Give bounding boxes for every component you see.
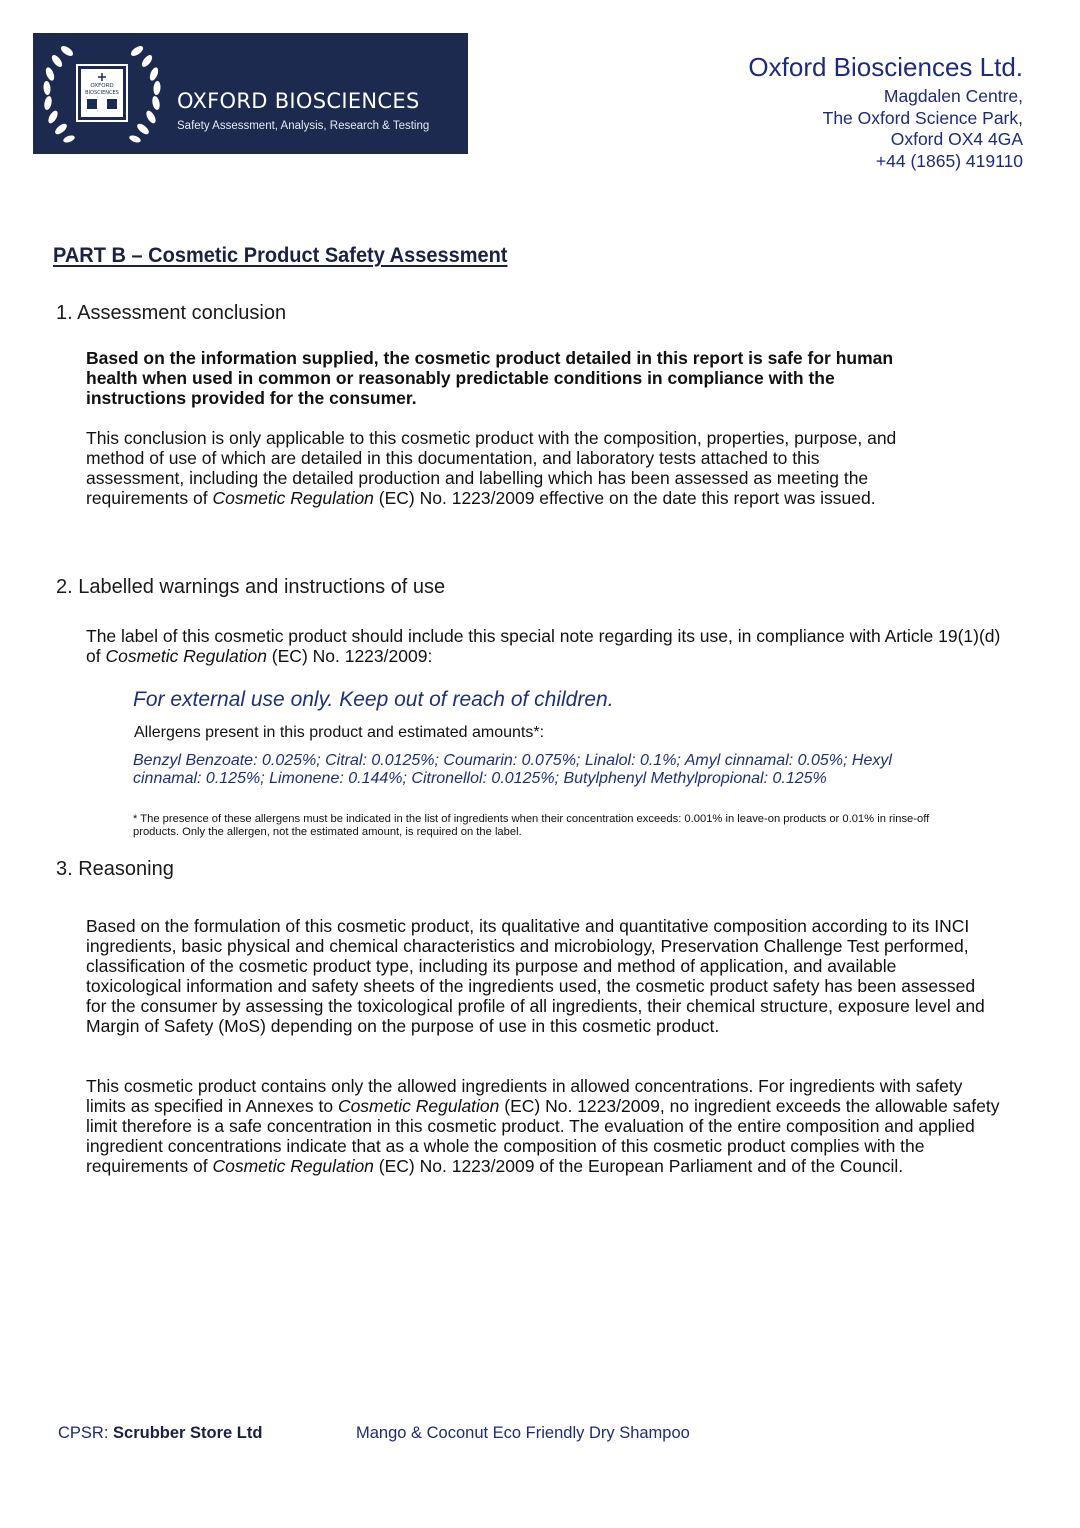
paragraph-text: The label of this cosmetic product should include this special note regarding its use, in compliance with Article 19(1)(d) of (86, 626, 1001, 666)
regulation-name: Cosmetic Regulation (337, 1096, 500, 1116)
svg-text:BIOSCIENCES: BIOSCIENCES (85, 90, 119, 96)
assessment-conclusion-statement: Based on the information supplied, the cosmetic product detailed in this report is safe for human health when used in common or reasonably predictable conditions in compliance with the instructions provided for the consumer. (86, 348, 894, 408)
reasoning-paragraph-1: Based on the formulation of this cosmetic product, its qualitative and quantitative composition according to its INCI ingredients, basic physical and chemical characteristics and microbiology, Preservation Challenge Test performed, classification of the cosmetic product type, including its purpose and method of application, and available toxicological information and safety sheets of the ingredients used, the cosmetic product safety has been assessed for the consumer by assessing the toxicological profile of all ingredients, their chemical structure, exposure level and Margin of Safety (MoS) depending on the purpose of use in this cosmetic product. (86, 916, 985, 1036)
regulation-name: Cosmetic Regulation (212, 488, 374, 508)
section-1-heading: 1. Assessment conclusion (56, 302, 287, 324)
company-logo (33, 33, 468, 154)
address-line-2: The Oxford Science Park, (822, 107, 1023, 128)
logo-tagline: Safety Assessment, Analysis, Research & Testing (177, 120, 430, 132)
paragraph-text: (EC) No. 1223/2009 effective on the date this report was issued. (373, 488, 876, 508)
allergens-list: Benzyl Benzoate: 0.025%; Citral: 0.0125%; Coumarin: 0.075%; Linalol: 0.1%; Amyl cinnamal: 0.05%; Hexyl cinnamal: 0.125%; Limonene: 0.144%; Citronellol: 0.0125%; Butylphenyl Methylpropional: 0.125% (133, 752, 892, 787)
company-address-block (748, 52, 1023, 172)
allergens-intro: Allergens present in this product and estimated amounts*: (134, 724, 545, 741)
cpsr-label: CPSR: (58, 1424, 114, 1442)
paragraph-text: (EC) No. 1223/2009: (266, 646, 433, 666)
paragraph-text: (EC) No. 1223/2009, no ingredient exceeds the allowable safety limit therefore is a safe concentration in this cosmetic product. The evaluation of the entire composition and applied ingredient concentrations indicate that as a whole the composition of this cosmetic product complies with the requirements of (86, 1096, 1000, 1176)
paragraph-text: This cosmetic product contains only the allowed ingredients in allowed concentrations. For ingredients with safety limits as specified in Annexes to (86, 1076, 963, 1116)
label-requirement-paragraph (86, 626, 1006, 666)
svg-text:OXFORD: OXFORD (90, 83, 114, 89)
company-name: Oxford Biosciences Ltd. (748, 52, 1023, 82)
logo-name: OXFORD BIOSCIENCES (177, 89, 420, 113)
address-line-1: Magdalen Centre, (883, 86, 1023, 106)
paragraph-text: This conclusion is only applicable to this cosmetic product with the composition, properties, purpose, and method of use of which are detailed in this documentation, and laboratory tests attached to this assessment, including the detailed production and labelling which has been assessed as meeting the requirements of (86, 428, 897, 508)
client-name: Scrubber Store Ltd (113, 1424, 263, 1442)
regulation-name: Cosmetic Regulation (212, 1156, 374, 1176)
footer-cpsr (58, 1424, 262, 1443)
section-3-heading: 3. Reasoning (56, 858, 174, 880)
allergens-footnote: * The presence of these allergens must be indicated in the list of ingredients when their concentration exceeds: 0.001% in leave-on products or 0.01% in rinse-off products. Only the allergen, not the estimated amount, is required on the label. (133, 813, 930, 838)
footer-product-name: Mango & Coconut Eco Friendly Dry Shampoo (356, 1424, 690, 1442)
laurel-wreath-crest-icon (39, 37, 165, 150)
phone-number: +44 (1865) 419110 (875, 150, 1023, 171)
page-title: PART B – Cosmetic Product Safety Assessment (53, 243, 508, 267)
reasoning-paragraph-2 (86, 1076, 1006, 1176)
label-warning: For external use only. Keep out of reach of children. (133, 688, 614, 711)
section-2-heading: 2. Labelled warnings and instructions of use (56, 576, 446, 598)
regulation-name: Cosmetic Regulation (105, 646, 267, 666)
address-line-3: Oxford OX4 4GA (890, 129, 1023, 149)
conclusion-scope-paragraph (86, 428, 916, 508)
paragraph-text: (EC) No. 1223/2009 of the European Parliament and of the Council. (373, 1156, 904, 1176)
